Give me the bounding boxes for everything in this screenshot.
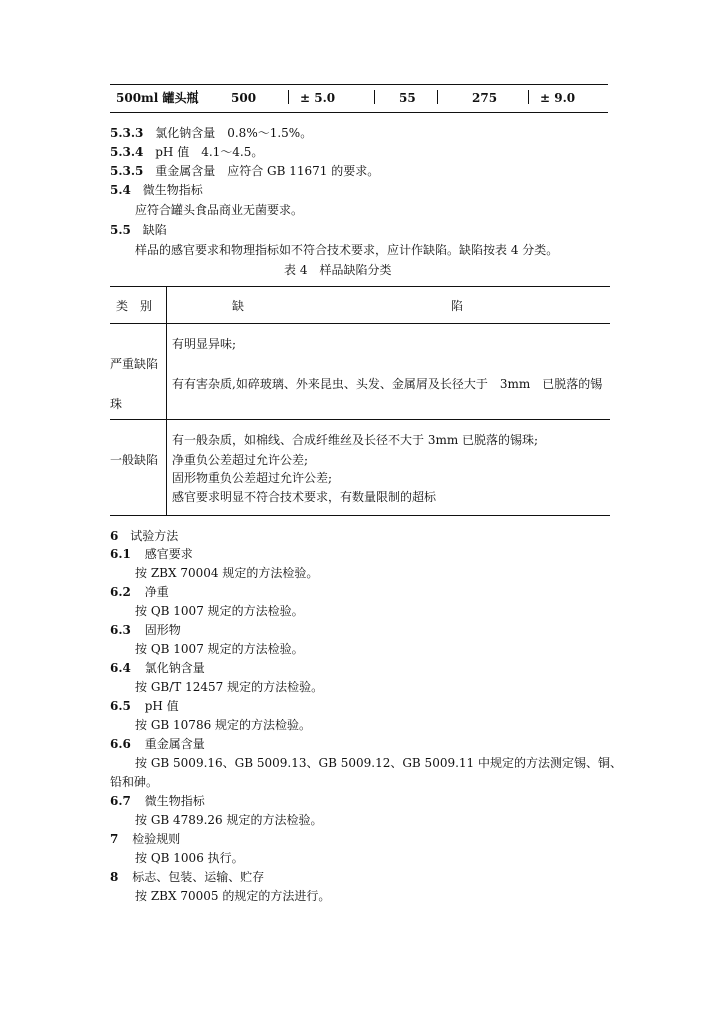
table-header-rule <box>110 323 610 324</box>
section-title: 感官要求 <box>144 547 193 561</box>
section-number: 7 <box>110 832 119 846</box>
top-row-divider <box>528 90 529 104</box>
table-item: 有有害杂质,如碎玻璃、外来昆虫、头发、金属屑及长径大于 3mm 已脱落的锡 <box>172 377 603 391</box>
section-number: 6.5 <box>110 699 131 713</box>
section-5-3-4 <box>110 144 263 160</box>
top-row-capacity-tolerance: ± 5.0 <box>300 91 336 105</box>
section-number: 6.3 <box>110 623 131 637</box>
section-title: 标志、包装、运输、贮存 <box>132 870 265 884</box>
section-number: 5.3.5 <box>110 164 144 178</box>
section-title: pH 值 <box>144 699 179 713</box>
section-title: 微生物指标 <box>142 183 203 197</box>
section-5-5-heading <box>110 222 167 238</box>
table-item: 珠 <box>110 397 123 411</box>
section-6-1-heading <box>110 546 193 562</box>
top-row-divider <box>437 90 438 104</box>
section-6-5-body: 按 GB 10786 规定的方法检验。 <box>135 718 312 732</box>
section-5-3-3 <box>110 125 312 141</box>
table-bottom-rule <box>110 515 610 516</box>
table-row-rule <box>110 419 610 420</box>
section-number: 8 <box>110 870 119 884</box>
section-number: 6.6 <box>110 737 131 751</box>
section-title: 固形物 <box>144 623 181 637</box>
top-row-capacity: 500 <box>231 91 257 105</box>
section-6-heading <box>110 528 178 544</box>
section-6-7-body: 按 GB 4789.26 规定的方法检验。 <box>135 813 323 827</box>
section-number: 6 <box>110 529 119 543</box>
section-6-6-body: 按 GB 5009.16、GB 5009.13、GB 5009.12、GB 5009.11 中规定的方法测定锡、铜、 <box>135 756 622 770</box>
top-row-divider <box>374 90 375 104</box>
section-text: 氯化钠含量 0.8%～1.5%。 <box>155 126 313 140</box>
section-6-3-body: 按 QB 1007 规定的方法检验。 <box>135 642 304 656</box>
table-item: 有明显异味; <box>172 337 237 351</box>
section-title: 重金属含量 <box>144 737 205 751</box>
section-number: 6.4 <box>110 661 131 675</box>
section-6-4-heading <box>110 660 205 676</box>
section-number: 5.4 <box>110 183 131 197</box>
table-item: 有一般杂质，如棉线、合成纤维丝及长径不大于 3mm 已脱落的锡珠; <box>172 433 539 447</box>
section-number: 5.3.4 <box>110 145 144 159</box>
section-text: pH 值 4.1～4.5。 <box>155 145 264 159</box>
top-row-net-tolerance: ± 9.0 <box>540 91 576 105</box>
top-row-rule <box>110 84 608 85</box>
section-6-4-body: 按 GB/T 12457 规定的方法检验。 <box>135 680 324 694</box>
section-number: 6.7 <box>110 794 131 808</box>
section-6-7-heading <box>110 793 205 809</box>
table-header-defect: 缺 <box>232 299 245 313</box>
section-title: 氯化钠含量 <box>144 661 205 675</box>
section-5-4-heading <box>110 182 203 198</box>
section-number: 5.3.3 <box>110 126 144 140</box>
table-item: 感官要求明显不符合技术要求，有数量限制的超标 <box>172 490 437 504</box>
section-number: 5.5 <box>110 223 131 237</box>
table-category-general: 一般缺陷 <box>110 453 159 467</box>
table-top-rule <box>110 286 610 287</box>
section-6-6-body-continued: 铅和砷。 <box>110 775 159 789</box>
top-row-container: 500ml 罐头瓶 <box>116 91 199 105</box>
table-header-category: 类 别 <box>116 299 153 313</box>
top-row-divider <box>196 90 197 104</box>
section-title: 微生物指标 <box>144 794 205 808</box>
section-title: 净重 <box>144 585 169 599</box>
table-item: 净重负公差超过允许公差; <box>172 453 309 467</box>
table-column-divider <box>166 286 167 516</box>
top-row-net-weight: 275 <box>472 91 498 105</box>
section-5-5-body: 样品的感官要求和物理指标如不符合技术要求，应计作缺陷。缺陷按表 4 分类。 <box>135 243 559 257</box>
section-5-3-5 <box>110 163 379 179</box>
section-number: 6.1 <box>110 547 131 561</box>
table-category-serious: 严重缺陷 <box>110 357 159 371</box>
section-title: 缺陷 <box>142 223 167 237</box>
section-title: 试验方法 <box>130 529 179 543</box>
section-title: 检验规则 <box>132 832 181 846</box>
section-text: 重金属含量 应符合 GB 11671 的要求。 <box>155 164 380 178</box>
top-row-solids: 55 <box>399 91 416 105</box>
section-6-6-heading <box>110 736 205 752</box>
table-caption: 表 4 样品缺陷分类 <box>284 263 392 277</box>
section-7-body: 按 QB 1006 执行。 <box>135 851 244 865</box>
section-6-5-heading <box>110 698 179 714</box>
section-6-2-heading <box>110 584 169 600</box>
top-row-divider <box>288 90 289 104</box>
section-7-heading <box>110 831 180 847</box>
section-number: 6.2 <box>110 585 131 599</box>
section-5-4-body: 应符合罐头食品商业无菌要求。 <box>135 203 304 217</box>
section-6-1-body: 按 ZBX 70004 规定的方法检验。 <box>135 566 319 580</box>
table-item: 固形物重负公差超过允许公差; <box>172 471 333 485</box>
section-8-body: 按 ZBX 70005 的规定的方法进行。 <box>135 889 331 903</box>
section-6-2-body: 按 QB 1007 规定的方法检验。 <box>135 604 304 618</box>
table-header-defect: 陷 <box>451 299 464 313</box>
top-row-bottom-rule <box>110 112 608 113</box>
section-8-heading <box>110 869 264 885</box>
section-6-3-heading <box>110 622 181 638</box>
